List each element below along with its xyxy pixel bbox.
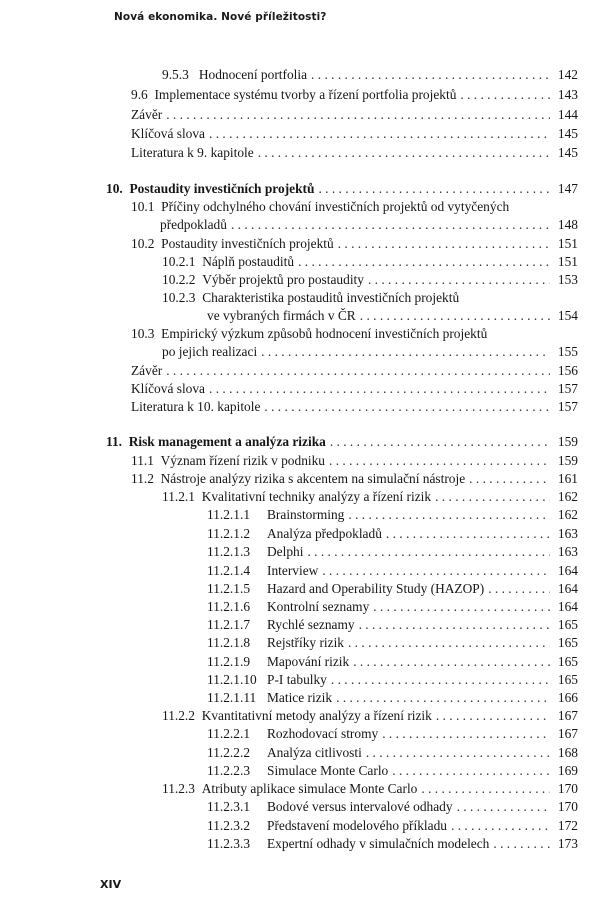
section-number: 10.2 (131, 236, 155, 251)
toc-entry-10-2-2[interactable] (162, 271, 578, 289)
toc-entry-label (207, 634, 344, 652)
toc-entry-label (106, 433, 326, 451)
dot-leader (460, 86, 550, 104)
page-number: 147 (557, 181, 578, 196)
section-title: Nástroje analýzy rizika s akcentem na simulační nástroje (160, 471, 466, 486)
dot-leader (322, 562, 550, 580)
section-number: 11.2.1.9 (207, 654, 251, 669)
section-number: 11.2.3.1 (207, 799, 251, 814)
toc-entry-label (207, 653, 349, 671)
section-number: 11.2.1 (162, 489, 195, 504)
dot-leader (373, 598, 550, 616)
section-number: 11.2.1.7 (207, 617, 251, 632)
section-title: Brainstorming (267, 507, 345, 522)
toc-entry-label (131, 86, 456, 104)
dot-leader (264, 398, 550, 416)
toc-entry-label (207, 616, 355, 634)
dot-leader (488, 580, 550, 598)
section-title: Význam řízení rizik v podniku (160, 453, 326, 468)
section-number: 9.5.3 (162, 67, 189, 82)
dot-leader (209, 380, 550, 398)
page-number: 165 (557, 635, 578, 650)
dot-leader (435, 488, 550, 506)
section-title: Delphi (267, 544, 304, 559)
page-number: 156 (557, 363, 578, 378)
dot-leader (166, 106, 550, 124)
dot-leader (298, 253, 550, 271)
section-number: 11.2.1.1 (207, 507, 251, 522)
toc-entry-11-2-3[interactable] (162, 780, 578, 798)
page-number: 163 (557, 544, 578, 559)
page-number: 145 (557, 145, 578, 160)
toc-entry-11-2-1-11[interactable] (207, 689, 578, 707)
toc-entry-label (162, 271, 364, 289)
toc-entry-label (162, 707, 432, 725)
toc-entry-10-2[interactable] (131, 235, 578, 253)
toc-entry-11-2-1-5[interactable] (207, 580, 578, 598)
toc-entry-11-2-1-1[interactable] (207, 506, 578, 524)
toc-entry-label (207, 525, 382, 543)
dot-leader (368, 271, 550, 289)
chapter-title: Postaudity investičních projektů (129, 181, 315, 196)
section-title: Analýza předpokladů (267, 526, 382, 541)
page-number: 151 (557, 236, 578, 251)
section-number: 11.2.1.4 (207, 563, 251, 578)
page-number: 170 (557, 781, 578, 796)
dot-leader (493, 835, 550, 853)
dot-leader (382, 725, 550, 743)
section-title: Atributy aplikace simulace Monte Carlo (201, 781, 418, 796)
toc-entry-label (207, 835, 489, 853)
section-number: 11.2.1.2 (207, 526, 251, 541)
toc-entry-label (162, 66, 307, 84)
page-number: 164 (557, 563, 578, 578)
toc-chapter-10[interactable] (106, 180, 578, 198)
dot-leader (421, 780, 550, 798)
section-title: Kvalitativní techniky analýzy a řízení rizik (201, 489, 432, 504)
section-title-continuation: po jejich realizaci (162, 344, 258, 359)
section-title: Náplň postauditů (202, 254, 295, 269)
toc-entry-label (207, 598, 369, 616)
toc-entry-10-3[interactable] (162, 343, 578, 361)
toc-entry-label (207, 744, 362, 762)
toc-entry-literature-9[interactable] (131, 144, 578, 162)
section-title-continuation: předpokladů (160, 217, 227, 232)
toc-entry-11-2-3-2[interactable] (207, 817, 578, 835)
page-number: 157 (557, 381, 578, 396)
section-title: Literatura k 9. kapitole (131, 145, 254, 160)
page-number: 173 (557, 836, 578, 851)
page-number: 144 (557, 107, 578, 122)
dot-leader (258, 144, 550, 162)
toc-entry-label (207, 562, 318, 580)
toc-entry-11-2-2[interactable] (162, 707, 578, 725)
page-number: 159 (557, 453, 578, 468)
section-title: Mapování rizik (267, 654, 350, 669)
dot-leader (451, 817, 550, 835)
toc-entry-label (207, 725, 378, 743)
toc-entry-label (207, 817, 447, 835)
page-number: 151 (557, 254, 578, 269)
section-title: Hazard and Operability Study (HAZOP) (267, 581, 485, 596)
dot-leader (311, 66, 550, 84)
section-title: Příčiny odchylného chování investičních projektů od vytyčených (161, 199, 510, 214)
page-number: 163 (557, 526, 578, 541)
dot-leader (392, 762, 550, 780)
toc-entry-11-2-1-9[interactable] (207, 653, 578, 671)
section-title: Postaudity investičních projektů (161, 236, 334, 251)
toc-chapter-11[interactable] (106, 433, 578, 451)
page-number: 169 (557, 763, 578, 778)
toc-entry-literature-10[interactable] (131, 398, 578, 416)
toc-entry-conclusion-9[interactable] (131, 106, 578, 124)
section-number: 11.2.3.3 (207, 836, 251, 851)
toc-entry-label (106, 180, 314, 198)
toc-entry-label (207, 671, 327, 689)
dot-leader (318, 180, 550, 198)
toc-entry-label (162, 253, 294, 271)
toc-entry-label (131, 470, 465, 488)
toc-entry-11-2-2-3[interactable] (207, 762, 578, 780)
toc-entry-label (207, 689, 332, 707)
running-header: Nová ekonomika. Nové příležitosti? (114, 11, 327, 23)
section-number: 11.1 (131, 453, 154, 468)
section-number: 10.2.3 (162, 290, 196, 305)
page-number: 162 (557, 489, 578, 504)
section-title: Kontrolní seznamy (267, 599, 370, 614)
toc-entry-11-2-1-10[interactable] (207, 671, 578, 689)
section-number: 10.1 (131, 199, 155, 214)
page-number: 159 (557, 434, 578, 449)
toc-entry-10-2-1[interactable] (162, 253, 578, 271)
section-title-continuation: ve vybraných firmách v ČR (207, 308, 356, 323)
toc-entry-11-1[interactable] (131, 452, 578, 470)
page-number: 167 (557, 708, 578, 723)
dot-leader (329, 452, 550, 470)
toc-entry-10-2-3-line1[interactable] (162, 289, 459, 307)
section-title: Literatura k 10. kapitole (131, 399, 261, 414)
toc-entry-11-2-3-1[interactable] (207, 798, 578, 816)
toc-entry-label (207, 506, 344, 524)
section-number: 9.6 (131, 87, 148, 102)
section-title: Rejstříky rizik (267, 635, 344, 650)
toc-entry-10-1-line1[interactable] (131, 198, 509, 216)
page-number: 154 (557, 308, 578, 323)
page-number: 148 (557, 217, 578, 232)
toc-entry-keywords-10[interactable] (131, 380, 578, 398)
page-number: 161 (557, 471, 578, 486)
toc-entry-11-2-2-2[interactable] (207, 744, 578, 762)
section-title: Klíčová slova (131, 126, 206, 141)
toc-entry-10-1[interactable] (160, 216, 578, 234)
section-title: Interview (267, 563, 319, 578)
toc-entry-label (131, 235, 334, 253)
toc-entry-11-2-1-4[interactable] (207, 562, 578, 580)
section-title: Bodové versus intervalové odhady (267, 799, 453, 814)
dot-leader (348, 506, 550, 524)
section-number: 11.2.1.5 (207, 581, 251, 596)
section-number: 11.2.2.2 (207, 745, 251, 760)
dot-leader (366, 744, 550, 762)
toc-entry-label (207, 543, 303, 561)
section-number: 11.2.2.3 (207, 763, 251, 778)
section-title: Kvantitativní metody analýzy a řízení rizik (201, 708, 432, 723)
section-title: Charakteristika postauditů investičních projektů (202, 290, 460, 305)
section-title: Závěr (131, 107, 163, 122)
toc-entry-10-2-3[interactable] (207, 307, 578, 325)
page-number: 164 (557, 599, 578, 614)
toc-entry-11-2-2-1[interactable] (207, 725, 578, 743)
dot-leader (359, 616, 550, 634)
toc-entry-11-2-1-2[interactable] (207, 525, 578, 543)
toc-entry-11-2-1-3[interactable] (207, 543, 578, 561)
dot-leader (353, 653, 550, 671)
dot-leader (336, 689, 550, 707)
page-number: 168 (557, 745, 578, 760)
dot-leader (209, 125, 550, 143)
section-number: 11.2.3.2 (207, 818, 251, 833)
chapter-title: Risk management a analýza rizika (128, 434, 326, 449)
dot-leader (331, 671, 550, 689)
page-number: 166 (557, 690, 578, 705)
toc-entry-11-2-1-7[interactable] (207, 616, 578, 634)
toc-entry-keywords-9[interactable] (131, 125, 578, 143)
dot-leader (261, 343, 550, 361)
dot-leader (330, 433, 550, 451)
chapter-number: 11. (106, 434, 122, 449)
dot-leader (360, 307, 550, 325)
toc-entry-label (207, 580, 484, 598)
dot-leader (231, 216, 550, 234)
toc-entry-label (162, 780, 417, 798)
toc-entry-9-6[interactable] (131, 86, 578, 104)
section-number: 11.2.1.11 (207, 690, 257, 705)
toc-entry-11-2-1-6[interactable] (207, 598, 578, 616)
page-number: 165 (557, 617, 578, 632)
dot-leader (386, 525, 550, 543)
page-number: 165 (557, 672, 578, 687)
dot-leader (348, 634, 550, 652)
page-number: 157 (557, 399, 578, 414)
toc-entry-11-2[interactable] (131, 470, 578, 488)
section-title: P-I tabulky (267, 672, 327, 687)
page-number: 142 (557, 67, 578, 82)
section-title: Expertní odhady v simulačních modelech (267, 836, 490, 851)
section-title: Závěr (131, 363, 163, 378)
page-number: 155 (557, 344, 578, 359)
section-title: Implementace systému tvorby a řízení portfolia projektů (154, 87, 457, 102)
section-title: Rozhodovací stromy (267, 726, 379, 741)
page-folio: XIV (100, 878, 122, 891)
section-number: 10.2.2 (162, 272, 196, 287)
dot-leader (338, 235, 550, 253)
page-number: 170 (557, 799, 578, 814)
toc-entry-11-2-1[interactable] (162, 488, 578, 506)
page-number: 145 (557, 126, 578, 141)
section-number: 10.3 (131, 326, 155, 341)
toc-entry-label (131, 452, 325, 470)
toc-entry-10-3-line1[interactable] (131, 325, 487, 343)
toc-entry-label (162, 488, 431, 506)
toc-entry-11-2-3-3[interactable] (207, 835, 578, 853)
chapter-number: 10. (106, 181, 123, 196)
page-number: 143 (557, 87, 578, 102)
toc-entry-conclusion-10[interactable] (131, 362, 578, 380)
dot-leader (457, 798, 550, 816)
section-title: Rychlé seznamy (267, 617, 355, 632)
page-number: 165 (557, 654, 578, 669)
page-number: 167 (557, 726, 578, 741)
page-number: 153 (557, 272, 578, 287)
section-title: Simulace Monte Carlo (267, 763, 389, 778)
section-title: Klíčová slova (131, 381, 206, 396)
section-number: 11.2.1.8 (207, 635, 251, 650)
section-number: 11.2.1.6 (207, 599, 251, 614)
section-title: Představení modelového příkladu (267, 818, 447, 833)
page-number: 164 (557, 581, 578, 596)
section-number: 11.2.2 (162, 708, 195, 723)
section-number: 11.2.1.10 (207, 672, 257, 687)
section-title: Hodnocení portfolia (198, 67, 308, 82)
dot-leader (166, 362, 550, 380)
dot-leader (469, 470, 550, 488)
toc-entry-11-2-1-8[interactable] (207, 634, 578, 652)
section-number: 11.2 (131, 471, 154, 486)
section-title: Empirický výzkum způsobů hodnocení investičních projektů (161, 326, 488, 341)
dot-leader (436, 707, 550, 725)
section-number: 11.2.2.1 (207, 726, 251, 741)
toc-entry-label (207, 798, 453, 816)
page-number: 162 (557, 507, 578, 522)
section-number: 11.2.1.3 (207, 544, 251, 559)
dot-leader (307, 543, 550, 561)
section-title: Výběr projektů pro postaudity (202, 272, 364, 287)
page-number: 172 (557, 818, 578, 833)
section-number: 10.2.1 (162, 254, 196, 269)
toc-entry-9-5-3[interactable] (162, 66, 578, 84)
section-number: 11.2.3 (162, 781, 195, 796)
toc-entry-label (207, 762, 388, 780)
section-title: Analýza citlivosti (267, 745, 362, 760)
section-title: Matice rizik (267, 690, 333, 705)
